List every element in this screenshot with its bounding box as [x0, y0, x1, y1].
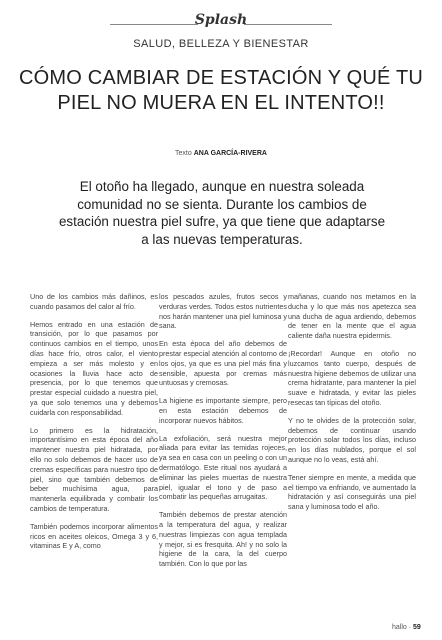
paragraph: La exfoliación, será nuestra mejor aliada para evitar las temidas rojeces, ya sea en casa con un peeling o con un dermatólogo. Este ritual nos ayudará a eliminar las pieles muertas de nuestra piel, igualar el tono y de paso a combatir las pequeñas arrugaitas.: [159, 433, 287, 502]
paragraph: mañanas, cuando nos metamos en la ducha y lo que más nos apetezca sea una ducha de agua ardiendo, debemos de tener en la mente que el agua caliente daña nuestra epidermis.: [288, 292, 416, 341]
paragraph: Uno de los cambios más dañinos, es cuando pasamos del calor al frío.: [30, 292, 158, 311]
page-folio: [392, 624, 421, 631]
paragraph: los pescados azules, frutos secos y verduras verdes. Todos estos nutrientes nos harán mantener una piel luminosa y sana.: [159, 292, 287, 331]
section-name: Splash: [194, 12, 248, 28]
subsection-heading: SALUD, BELLEZA Y BIENESTAR: [133, 38, 309, 50]
lead-paragraph: El otoño ha llegado, aunque en nuestra soleada comunidad no se sienta. Durante los cambios de estación nuestra piel sufre, ya que tiene que adaptarse a las nuevas temperaturas.: [58, 179, 386, 247]
body-column-3: [288, 292, 416, 520]
paragraph: Tener siempre en mente, a medida que el tiempo va enfriando, ve aumentado la hidratación y así conseguirás una piel sana y luminosa todo el año.: [288, 472, 416, 512]
article-title: CÓMO CAMBIAR DE ESTACIÓN Y QUÉ TU PIEL NO MUERA EN EL INTENTO!!: [18, 67, 424, 114]
body-column-2: [159, 292, 287, 577]
paragraph: En esta época del año debemos de prestar especial atención al contorno de los ojos, ya que es una piel más fina y sensible, apuesta por cremas más untuosas y cremosas.: [159, 339, 287, 388]
paragraph: También podemos incorporar alimentos ricos en aceites oleicos, Omega 3 y 6, vitaminas E y A, como: [30, 521, 158, 551]
byline: [0, 150, 442, 157]
byline-prefix: Texto: [175, 150, 192, 157]
paragraph: La higiene es importante siempre, pero en esta estación debemos de incorporar nuevos hábitos.: [159, 396, 287, 425]
paragraph: También debemos de prestar atención a la temperatura del agua, y realizar nuestras limpiezas con agua templada y mejor, si es fresquita. Ah! y no solo la higiene de la cara, la del cuerpo también. Con lo que por las: [159, 510, 287, 569]
paragraph: Y no te olvides de la protección solar, debemos de continuar usando protección solar todos los días, incluso en los días nublados, porque el sol aunque no lo veas, está ahí.: [288, 415, 416, 464]
paragraph: Lo primero es la hidratación, importantísimo en esta época del año mantener nuestra piel hidratada, por ello no solo debemos de hacer uso de cremas específicas para nuestro tipo de piel, sino que también debemos de beber muchísima agua, para mantenerla equilibrada y combatir los cambios de temperatura.: [30, 425, 158, 513]
folio-prefix: hallo ·: [392, 624, 412, 631]
byline-author: ANA GARCÍA-RIVERA: [193, 150, 267, 157]
page-number: 59: [413, 624, 421, 631]
body-column-1: [30, 292, 158, 559]
paragraph: Hemos entrado en una estación de transición, por lo que pasamos por continuos cambios en el tiempo, unos días hace frío, otros calor, el viento empieza a ser más molesto y en ocasiones la lluvia hace acto de presencia, por lo que tenemos que prestar especial cuidado a nuestra piel, ya que solo tenemos una y debemos cuidarla con responsabilidad.: [30, 319, 158, 417]
paragraph: ¡Recordar! Aunque en otoño no luzcamos tanto cuerpo, después de nuestra higiene debemos de utilizar una crema hidratante, para mantener la piel suave e hidratada, y evitar las pieles resecas tan típicas del otoño.: [288, 348, 416, 407]
